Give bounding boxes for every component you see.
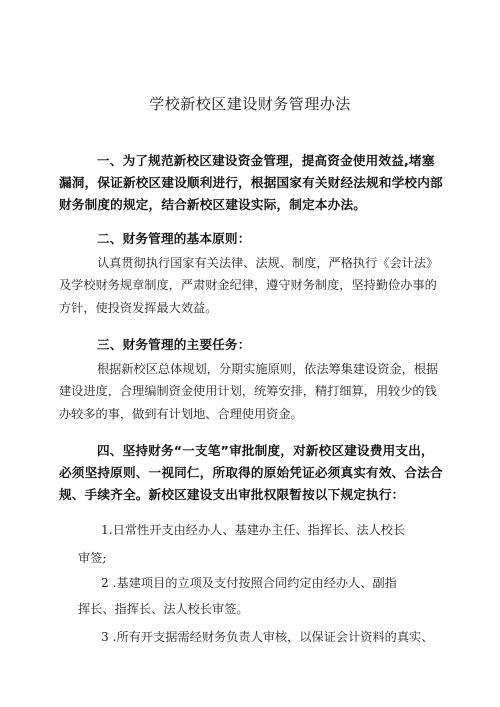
list-item-1-line-1: 1.日常性开支由经办人、基建办主任、指挥长、法人校长 (101, 523, 406, 537)
section-2-paragraph: 认真贯彻执行国家有关法律、法规、制度，严格执行《会计法》及学校财务规章制度，严肃财金纪律，遵守财务制度，坚持勤俭办事的方针，使投资发挥最大效益。 (59, 256, 439, 315)
section-4-paragraph: 四、坚持财务“一支笔”审批制度，对新校区建设费用支出，必须坚持原则、一视同仁，所取得的原始凭证必须真实有效、合法合规、手续齐全。新校区建设支出审批权限暂按以下规定执行： (59, 443, 443, 502)
document-title: 学校新校区建设财务管理办法 (149, 95, 351, 113)
section-3-paragraph: 根据新校区总体规划，分期实施原则，依法筹集建设资金，根据建设进度，合理编制资金使用计划，统筹安排，精打细算，用较少的钱办较多的事，做到有计划地、合理使用资金。 (59, 362, 439, 421)
section-3-heading: 三、财务管理的主要任务： (97, 337, 251, 352)
list-item-1-line-2: 审签; (78, 551, 107, 565)
section-1-paragraph: 一、为了规范新校区建设资金管理，提高资金使用效益,堵塞漏洞，保证新校区建设顺利进行，根据国家有关财经法规和学校内部财务制度的规定，结合新校区建设实际，制定本办法。 (59, 153, 443, 212)
list-item-2-line-2: 挥长、指挥长、法人校长审签。 (78, 602, 249, 616)
list-item-2-line-1: 2 .基建项目的立项及支付按照合同约定由经办人、副指 (101, 576, 397, 590)
list-item-3-line-1: 3 .所有开支据需经财务负责人审核，以保证会计资料的真实、 (101, 630, 434, 644)
section-2-heading: 二、财务管理的基本原则： (97, 231, 251, 246)
